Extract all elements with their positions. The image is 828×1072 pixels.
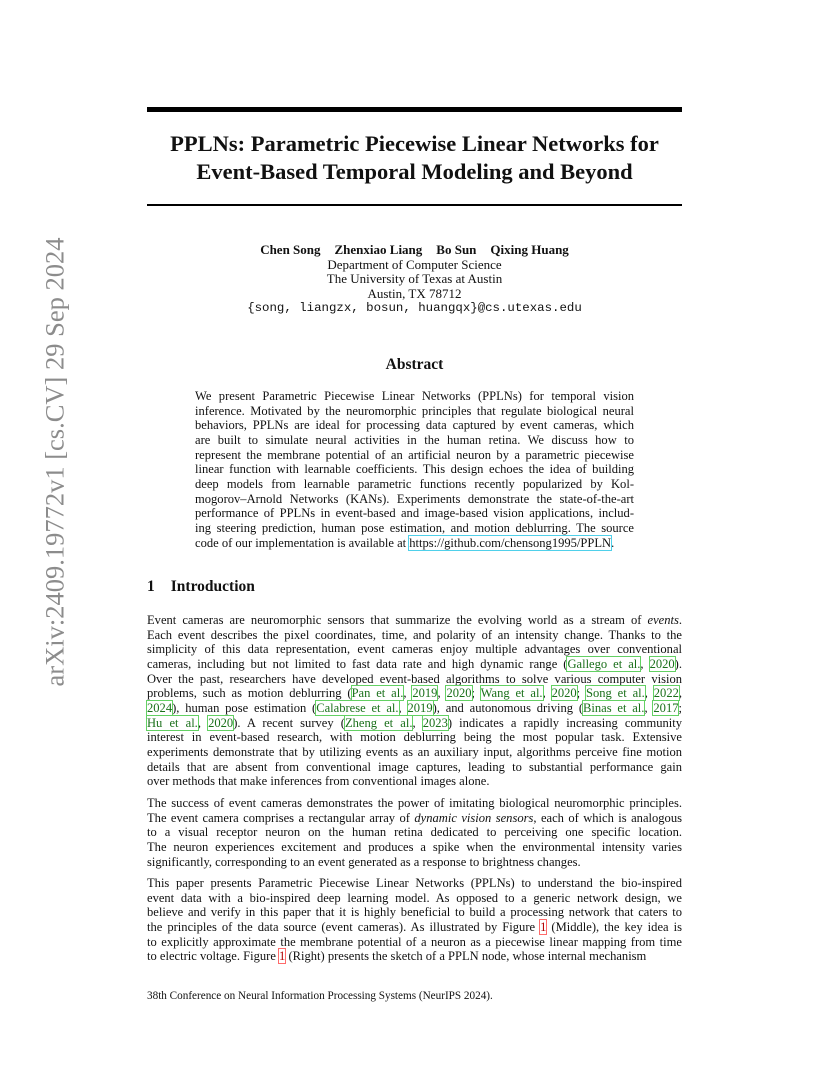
citation-link[interactable]: 2020 bbox=[208, 715, 234, 730]
abstract-line: are built to simulate neural activities in the human retina. We discuss how to bbox=[195, 432, 634, 447]
abstract-line: performance of PPLNs in event-based and image-based vision applications, includ- bbox=[195, 506, 634, 521]
paragraph-line: The success of event cameras demonstrates the power of imitating biological neuromorphic principles. bbox=[147, 796, 682, 810]
arxiv-identifier[interactable]: arXiv:2409.19772v1 [cs.CV] 29 Sep 2024 bbox=[39, 237, 70, 687]
affiliation-department: Department of Computer Science bbox=[327, 256, 502, 272]
title-bottom-rule bbox=[147, 204, 682, 206]
abstract-line: We present Parametric Piecewise Linear Networks (PPLNs) for temporal vision bbox=[195, 389, 634, 403]
paper-title bbox=[147, 130, 682, 186]
paragraph-line: interest in event-based research, with motion deblurring being the most popular task. Extensive bbox=[147, 730, 682, 745]
title-line-1: PPLNs: Parametric Piecewise Linear Networks for bbox=[170, 131, 659, 156]
citation-link[interactable]: Pan et al. bbox=[351, 686, 404, 701]
paragraph-line: Over the past, researchers have developed event-based algorithms to solve various computer vision bbox=[147, 671, 682, 686]
author-list bbox=[147, 243, 682, 258]
citation-link[interactable]: 2022 bbox=[653, 686, 679, 701]
title-top-rule bbox=[147, 107, 682, 112]
paragraph-line: cameras, including but not limited to fast data rate and high dynamic range (Gallego et al., 2020). bbox=[147, 656, 682, 671]
paragraph-line: This paper presents Parametric Piecewise Linear Networks (PPLNs) to understand the bio-inspired bbox=[147, 876, 682, 890]
paragraph-line: details that are absent from conventional image captures, leading to substantial performance gain bbox=[147, 759, 682, 774]
paragraph-line: over methods that make inferences from conventional images alone. bbox=[147, 774, 490, 789]
title-line-2: Event-Based Temporal Modeling and Beyond bbox=[196, 159, 633, 184]
paragraph-line: The event camera comprises a rectangular array of dynamic vision sensors, each of which is analogous bbox=[147, 810, 682, 825]
citation-link[interactable]: 2020 bbox=[446, 686, 472, 701]
author-name: Bo Sun bbox=[436, 242, 477, 257]
citation-link[interactable]: 2019 bbox=[412, 686, 438, 701]
conference-footnote: 38th Conference on Neural Information Processing Systems (NeurIPS 2024). bbox=[147, 990, 493, 1002]
paragraph-line: Each event describes the pixel coordinates, time, and polarity of an intensity change. Thanks to the bbox=[147, 627, 682, 642]
section-title-text: Introduction bbox=[170, 578, 255, 595]
paragraph-line: significantly, corresponding to an event generated as a response to brightness changes. bbox=[147, 854, 581, 869]
paragraph-line: experiments demonstrate that by utilizing events as an auxiliary input, algorithms perceive fine motion bbox=[147, 744, 682, 759]
paragraph-line: 2024), human pose estimation (Calabrese et al., 2019), and autonomous driving (Binas et al., 2017; bbox=[147, 700, 682, 715]
citation-link[interactable]: 2020 bbox=[649, 656, 675, 671]
citation-link[interactable]: Binas et al. bbox=[583, 700, 645, 715]
intro-paragraph-3 bbox=[147, 876, 682, 964]
author-name: Chen Song bbox=[260, 242, 321, 257]
section-number: 1 bbox=[147, 578, 155, 595]
citation-link[interactable]: Hu et al. bbox=[147, 715, 198, 730]
source-code-link[interactable]: https://github.com/chensong1995/PPLN bbox=[409, 535, 612, 550]
abstract-body bbox=[195, 389, 634, 550]
abstract-line: behaviors, PPLNs are ideal for processing data captured by event cameras, which bbox=[195, 418, 634, 433]
paragraph-line: Event cameras are neuromorphic sensors that summarize the evolving world as a stream of events. bbox=[147, 613, 682, 627]
paragraph-line: event data with a bio-inspired deep learning model. As opposed to a generic network design, we bbox=[147, 890, 682, 905]
citation-link[interactable]: 2020 bbox=[551, 686, 577, 701]
citation-link[interactable]: Wang et al. bbox=[480, 686, 543, 701]
affiliation-location: Austin, TX 78712 bbox=[367, 285, 462, 301]
citation-link[interactable]: 2023 bbox=[422, 715, 448, 730]
paragraph-line: to a visual receptor neuron on the human retina dedicated to perceiving one specific location. bbox=[147, 825, 682, 840]
citation-link[interactable]: Song et al. bbox=[586, 686, 645, 701]
abstract-line: ing steering prediction, human pose estimation, and motion deblurring. The source bbox=[195, 520, 634, 535]
author-block bbox=[147, 243, 682, 316]
paragraph-line: simplicity of this data representation, event cameras enjoy multiple advantages over conventional bbox=[147, 642, 682, 657]
abstract-line: represent the membrane potential of an artificial neuron by a parametric piecewise bbox=[195, 447, 634, 462]
citation-link[interactable]: Gallego et al. bbox=[567, 656, 641, 671]
abstract-line: inference. Motivated by the neuromorphic principles that regulate biological neural bbox=[195, 403, 634, 418]
paragraph-line: the principles of the data source (event cameras). As illustrated by Figure 1 (Middle), the key idea is bbox=[147, 919, 682, 934]
figure-ref-link[interactable]: 1 bbox=[540, 919, 547, 934]
citation-link[interactable]: Zheng et al. bbox=[344, 715, 413, 730]
author-name: Zhenxiao Liang bbox=[334, 242, 423, 257]
citation-link[interactable]: 2019 bbox=[407, 700, 433, 715]
abstract-line: deep models from learnable parametric functions recently popularized by Kol- bbox=[195, 476, 634, 491]
citation-link[interactable]: 2024 bbox=[147, 700, 173, 715]
intro-paragraph-2 bbox=[147, 796, 682, 869]
citation-link[interactable]: 2017 bbox=[653, 700, 679, 715]
paragraph-line: to explicitly approximate the membrane potential of a neuron as a piecewise linear mapping from time bbox=[147, 934, 682, 949]
abstract-heading: Abstract bbox=[385, 356, 444, 373]
paragraph-line: to electric voltage. Figure 1 (Right) presents the sketch of a PPLN node, whose internal mechanism bbox=[147, 949, 647, 964]
section-heading-introduction bbox=[147, 578, 255, 596]
intro-paragraph-1 bbox=[147, 613, 682, 789]
paragraph-line: The neuron experiences excitement and produces a spike when the environmental intensity varies bbox=[147, 839, 682, 854]
affiliation-university: The University of Texas at Austin bbox=[326, 271, 503, 287]
abstract-line: mogorov–Arnold Networks (KANs). Experiments demonstrate the state-of-the-art bbox=[195, 491, 634, 506]
citation-link[interactable]: Calabrese et al. bbox=[316, 700, 399, 715]
author-emails: {song, liangzx, bosun, huangqx}@cs.utexas.edu bbox=[247, 301, 582, 316]
paragraph-line: problems, such as motion deblurring (Pan et al., 2019, 2020; Wang et al., 2020; Song et al., 2022, bbox=[147, 686, 683, 701]
author-name: Qixing Huang bbox=[490, 242, 569, 257]
paragraph-line: believe and verify in this paper that it is highly beneficial to build a processing network that caters to bbox=[147, 905, 682, 920]
abstract-line: linear function with learnable coefficients. This design echoes the idea of building bbox=[195, 462, 634, 477]
paragraph-line: Hu et al., 2020). A recent survey (Zheng et al., 2023) indicates a rapidly increasing community bbox=[147, 715, 683, 730]
abstract-last-line: code of our implementation is available at https://github.com/chensong1995/PPLN. bbox=[195, 535, 615, 550]
figure-ref-link[interactable]: 1 bbox=[279, 949, 286, 964]
